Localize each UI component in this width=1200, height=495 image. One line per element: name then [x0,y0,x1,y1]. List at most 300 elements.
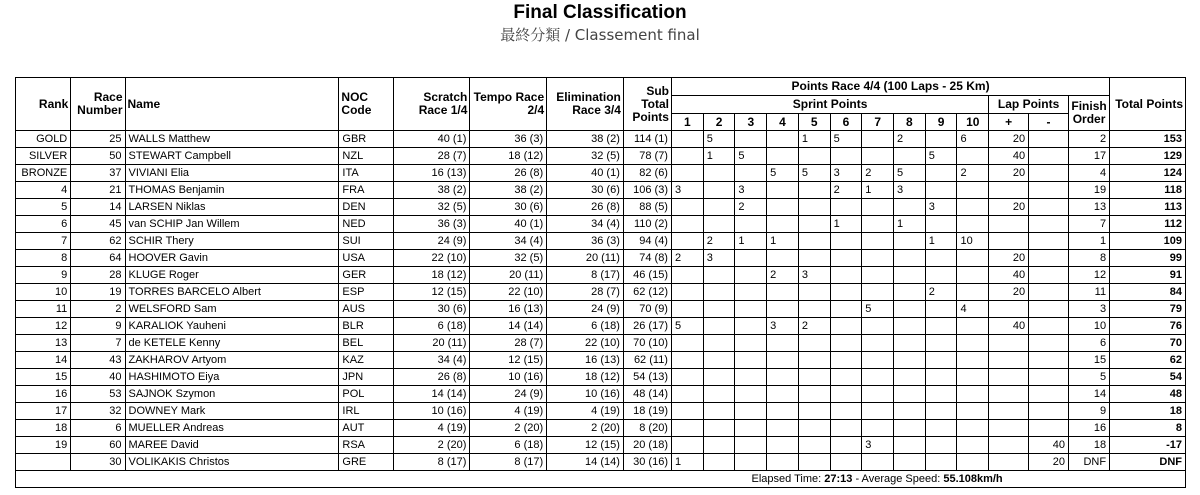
tempo-cell: 12 (15) [470,352,547,369]
sprint-3-cell: 3 [735,182,767,199]
elimination-cell: 12 (15) [547,437,624,454]
lap-minus-cell [1029,403,1069,420]
race-number-cell: 21 [71,182,125,199]
sprint-8-cell: 1 [894,216,926,233]
subtotal-cell: 88 (5) [623,199,671,216]
sprint-6-cell [830,352,862,369]
name-cell: SCHIR Thery [125,233,339,250]
sprint-2-cell [703,284,735,301]
race-number-cell: 30 [71,454,125,471]
elimination-cell: 2 (20) [547,420,624,437]
total-cell: 8 [1110,420,1186,437]
sprint-7-cell [862,233,894,250]
race-number-cell: 64 [71,250,125,267]
sprint-8-cell [894,318,926,335]
lap-minus-cell [1029,420,1069,437]
table-row [16,352,1186,369]
sprint-10-cell [957,335,989,352]
finish-order-cell: 14 [1068,386,1109,403]
lap-minus-cell [1029,369,1069,386]
tempo-cell: 10 (16) [470,369,547,386]
scratch-cell: 32 (5) [393,199,470,216]
sprint-10-cell [957,386,989,403]
noc-cell: ITA [339,165,393,182]
sprint-8-cell [894,233,926,250]
noc-cell: RSA [339,437,393,454]
name-cell: KLUGE Roger [125,267,339,284]
sprint-9-cell [925,369,957,386]
sprint-5-cell [798,284,830,301]
sprint-10-cell [957,318,989,335]
noc-cell: AUT [339,420,393,437]
subtotal-cell: 8 (20) [623,420,671,437]
sprint-6-cell [830,335,862,352]
table-row [16,420,1186,437]
total-cell: 99 [1110,250,1186,267]
subtotal-cell: 78 (7) [623,148,671,165]
scratch-cell: 14 (14) [393,386,470,403]
sprint-10-cell: 2 [957,165,989,182]
sprint-4-cell [767,148,799,165]
sprint-6-cell [830,318,862,335]
sprint-9-cell [925,131,957,148]
tempo-cell: 14 (14) [470,318,547,335]
sprint-10-cell [957,250,989,267]
total-cell: DNF [1110,454,1186,471]
total-cell: 91 [1110,267,1186,284]
rank-cell: 15 [16,369,71,386]
lap-minus-cell [1029,250,1069,267]
name-cell: ZAKHAROV Artyom [125,352,339,369]
rank-cell: 17 [16,403,71,420]
total-cell: 112 [1110,216,1186,233]
sprint-6-cell [830,403,862,420]
header-elimination: Elimination Race 3/4 [547,78,624,131]
sprint-4-cell [767,284,799,301]
header-sprint-1: 1 [671,114,703,131]
lap-plus-cell: 20 [989,250,1029,267]
sprint-5-cell [798,437,830,454]
name-cell: KARALIOK Yauheni [125,318,339,335]
speed-value: 55.108km/h [943,472,1003,485]
tempo-cell: 40 (1) [470,216,547,233]
lap-minus-cell [1029,216,1069,233]
sprint-7-cell [862,369,894,386]
total-cell: 118 [1110,182,1186,199]
subtotal-cell: 74 (8) [623,250,671,267]
sprint-7-cell: 3 [862,437,894,454]
table-row [16,318,1186,335]
finish-order-cell: 17 [1068,148,1109,165]
sprint-7-cell [862,386,894,403]
sprint-7-cell [862,318,894,335]
finish-order-cell: 1 [1068,233,1109,250]
sprint-2-cell [703,454,735,471]
elimination-cell: 36 (3) [547,233,624,250]
sprint-10-cell [957,216,989,233]
scratch-cell: 12 (15) [393,284,470,301]
finish-order-cell: 12 [1068,267,1109,284]
sprint-5-cell [798,216,830,233]
lap-minus-cell [1029,284,1069,301]
sprint-2-cell: 3 [703,250,735,267]
sprint-10-cell [957,403,989,420]
race-number-cell: 2 [71,301,125,318]
footer-blank [16,471,672,488]
sprint-6-cell [830,199,862,216]
noc-cell: USA [339,250,393,267]
sprint-7-cell [862,352,894,369]
lap-minus-cell [1029,165,1069,182]
sprint-6-cell [830,148,862,165]
noc-cell: AUS [339,301,393,318]
name-cell: LARSEN Niklas [125,199,339,216]
sprint-1-cell: 2 [671,250,703,267]
rank-cell: 9 [16,267,71,284]
header-lap-points: Lap Points [989,96,1069,114]
elimination-cell: 28 (7) [547,284,624,301]
sprint-1-cell: 5 [671,318,703,335]
sprint-5-cell [798,335,830,352]
sprint-2-cell [703,386,735,403]
sprint-2-cell [703,335,735,352]
scratch-cell: 18 (12) [393,267,470,284]
sprint-2-cell [703,216,735,233]
finish-order-cell: 18 [1068,437,1109,454]
sprint-4-cell: 2 [767,267,799,284]
sprint-9-cell: 5 [925,148,957,165]
noc-cell: GER [339,267,393,284]
table-row [16,233,1186,250]
footer-stats [671,471,1185,488]
sprint-1-cell [671,386,703,403]
race-number-cell: 28 [71,267,125,284]
sprint-8-cell [894,454,926,471]
name-cell: HOOVER Gavin [125,250,339,267]
lap-minus-cell [1029,318,1069,335]
lap-plus-cell [989,437,1029,454]
elimination-cell: 6 (18) [547,318,624,335]
lap-minus-cell [1029,148,1069,165]
lap-minus-cell [1029,131,1069,148]
sprint-5-cell [798,182,830,199]
rank-cell: 10 [16,284,71,301]
name-cell: TORRES BARCELO Albert [125,284,339,301]
sprint-1-cell [671,420,703,437]
sprint-1-cell [671,369,703,386]
sprint-3-cell [735,267,767,284]
header-noc: NOC Code [339,78,393,131]
sprint-8-cell: 2 [894,131,926,148]
name-cell: THOMAS Benjamin [125,182,339,199]
table-row [16,148,1186,165]
scratch-cell: 26 (8) [393,369,470,386]
header-sprint-9: 9 [925,114,957,131]
total-cell: 54 [1110,369,1186,386]
sprint-5-cell [798,199,830,216]
name-cell: de KETELE Kenny [125,335,339,352]
sprint-4-cell [767,352,799,369]
race-number-cell: 40 [71,369,125,386]
sprint-8-cell [894,403,926,420]
header-race-number: Race Number [71,78,125,131]
sprint-8-cell [894,437,926,454]
finish-order-cell: 4 [1068,165,1109,182]
sprint-8-cell [894,420,926,437]
rank-cell: BRONZE [16,165,71,182]
sprint-6-cell [830,369,862,386]
header-sprint-2: 2 [703,114,735,131]
sprint-1-cell [671,352,703,369]
sprint-9-cell [925,182,957,199]
sprint-5-cell: 5 [798,165,830,182]
table-row [16,165,1186,182]
sprint-6-cell [830,454,862,471]
sprint-4-cell: 1 [767,233,799,250]
sprint-1-cell [671,233,703,250]
race-number-cell: 43 [71,352,125,369]
sprint-2-cell: 1 [703,148,735,165]
sprint-9-cell [925,301,957,318]
table-row [16,284,1186,301]
table-row [16,301,1186,318]
noc-cell: POL [339,386,393,403]
table-row [16,182,1186,199]
finish-order-cell: 7 [1068,216,1109,233]
tempo-cell: 6 (18) [470,437,547,454]
scratch-cell: 4 (19) [393,420,470,437]
noc-cell: BLR [339,318,393,335]
subtotal-cell: 110 (2) [623,216,671,233]
sprint-2-cell [703,318,735,335]
race-number-cell: 60 [71,437,125,454]
lap-plus-cell [989,335,1029,352]
scratch-cell: 30 (6) [393,301,470,318]
sprint-7-cell [862,267,894,284]
sprint-1-cell: 1 [671,454,703,471]
sprint-4-cell [767,216,799,233]
elimination-cell: 30 (6) [547,182,624,199]
header-lap-minus: - [1029,114,1069,131]
sprint-10-cell [957,284,989,301]
elimination-cell: 4 (19) [547,403,624,420]
scratch-cell: 6 (18) [393,318,470,335]
tempo-cell: 30 (6) [470,199,547,216]
scratch-cell: 38 (2) [393,182,470,199]
tempo-cell: 28 (7) [470,335,547,352]
header-scratch: Scratch Race 1/4 [393,78,470,131]
lap-plus-cell: 20 [989,165,1029,182]
scratch-cell: 40 (1) [393,131,470,148]
sprint-7-cell [862,131,894,148]
sprint-3-cell [735,386,767,403]
noc-cell: GBR [339,131,393,148]
race-number-cell: 62 [71,233,125,250]
total-cell: 18 [1110,403,1186,420]
table-row [16,131,1186,148]
sprint-1-cell [671,437,703,454]
sprint-6-cell: 3 [830,165,862,182]
finish-order-cell: 13 [1068,199,1109,216]
noc-cell: KAZ [339,352,393,369]
elimination-cell: 14 (14) [547,454,624,471]
sprint-10-cell [957,369,989,386]
sprint-4-cell [767,403,799,420]
rank-cell: 14 [16,352,71,369]
sprint-8-cell [894,386,926,403]
classification-table [15,77,1186,488]
header-sprint-8: 8 [894,114,926,131]
finish-order-cell: 19 [1068,182,1109,199]
elimination-cell: 22 (10) [547,335,624,352]
sprint-9-cell [925,250,957,267]
header-sprint-points: Sprint Points [671,96,988,114]
sprint-4-cell [767,301,799,318]
sprint-10-cell [957,148,989,165]
rank-cell: 5 [16,199,71,216]
noc-cell: DEN [339,199,393,216]
sprint-8-cell [894,199,926,216]
lap-minus-cell [1029,182,1069,199]
scratch-cell: 24 (9) [393,233,470,250]
sprint-1-cell [671,165,703,182]
lap-plus-cell [989,233,1029,250]
total-cell: -17 [1110,437,1186,454]
finish-order-cell: 2 [1068,131,1109,148]
noc-cell: GRE [339,454,393,471]
sprint-2-cell [703,301,735,318]
sprint-4-cell [767,420,799,437]
subtotal-cell: 20 (18) [623,437,671,454]
sprint-8-cell [894,250,926,267]
lap-plus-cell [989,454,1029,471]
sprint-8-cell [894,369,926,386]
header-finish-order: Finish Order [1068,96,1109,131]
total-cell: 84 [1110,284,1186,301]
sprint-1-cell [671,148,703,165]
sprint-1-cell [671,301,703,318]
finish-order-cell: 6 [1068,335,1109,352]
sprint-7-cell [862,216,894,233]
name-cell: DOWNEY Mark [125,403,339,420]
subtotal-cell: 70 (9) [623,301,671,318]
sprint-1-cell: 3 [671,182,703,199]
sprint-4-cell [767,369,799,386]
elimination-cell: 10 (16) [547,386,624,403]
tempo-cell: 20 (11) [470,267,547,284]
sprint-3-cell [735,301,767,318]
sprint-1-cell [671,199,703,216]
sprint-2-cell: 2 [703,233,735,250]
header-sprint-3: 3 [735,114,767,131]
sprint-10-cell [957,454,989,471]
finish-order-cell: 8 [1068,250,1109,267]
sprint-6-cell: 2 [830,182,862,199]
lap-minus-cell: 20 [1029,454,1069,471]
sprint-2-cell [703,369,735,386]
lap-minus-cell [1029,199,1069,216]
sprint-8-cell [894,352,926,369]
sprint-6-cell [830,233,862,250]
noc-cell: SUI [339,233,393,250]
tempo-cell: 26 (8) [470,165,547,182]
sprint-8-cell: 3 [894,182,926,199]
sprint-5-cell [798,454,830,471]
noc-cell: FRA [339,182,393,199]
sprint-9-cell [925,437,957,454]
sprint-7-cell: 1 [862,182,894,199]
rank-cell: SILVER [16,148,71,165]
total-cell: 124 [1110,165,1186,182]
name-cell: HASHIMOTO Eiya [125,369,339,386]
sprint-7-cell [862,454,894,471]
sprint-9-cell [925,420,957,437]
sprint-1-cell [671,284,703,301]
elimination-cell: 18 (12) [547,369,624,386]
sprint-7-cell: 2 [862,165,894,182]
rank-cell: GOLD [16,131,71,148]
sprint-3-cell [735,369,767,386]
sprint-3-cell [735,335,767,352]
tempo-cell: 36 (3) [470,131,547,148]
total-cell: 109 [1110,233,1186,250]
race-number-cell: 14 [71,199,125,216]
header-lap-plus: + [989,114,1029,131]
name-cell: VIVIANI Elia [125,165,339,182]
table-row [16,335,1186,352]
page-title: Final Classification [513,2,687,23]
race-number-cell: 50 [71,148,125,165]
sprint-4-cell [767,182,799,199]
sprint-4-cell [767,386,799,403]
lap-plus-cell: 40 [989,318,1029,335]
lap-plus-cell: 40 [989,148,1029,165]
sprint-10-cell: 6 [957,131,989,148]
subtotal-cell: 62 (11) [623,352,671,369]
elimination-cell: 8 (17) [547,267,624,284]
scratch-cell: 8 (17) [393,454,470,471]
sprint-3-cell [735,131,767,148]
sprint-3-cell [735,216,767,233]
table-row [16,386,1186,403]
sprint-4-cell [767,335,799,352]
sprint-3-cell [735,403,767,420]
name-cell: van SCHIP Jan Willem [125,216,339,233]
sprint-5-cell [798,148,830,165]
subtotal-cell: 30 (16) [623,454,671,471]
sprint-7-cell [862,284,894,301]
rank-cell: 6 [16,216,71,233]
sprint-6-cell [830,267,862,284]
sprint-3-cell: 2 [735,199,767,216]
subtotal-cell: 82 (6) [623,165,671,182]
rank-cell: 19 [16,437,71,454]
table-row [16,369,1186,386]
finish-order-cell: 3 [1068,301,1109,318]
sprint-4-cell [767,454,799,471]
header-sprint-6: 6 [830,114,862,131]
subtotal-cell: 106 (3) [623,182,671,199]
lap-minus-cell [1029,267,1069,284]
sprint-8-cell [894,267,926,284]
sprint-5-cell [798,301,830,318]
header-sprint-7: 7 [862,114,894,131]
sprint-2-cell [703,182,735,199]
tempo-cell: 38 (2) [470,182,547,199]
lap-plus-cell [989,403,1029,420]
sprint-2-cell [703,267,735,284]
sprint-2-cell [703,403,735,420]
